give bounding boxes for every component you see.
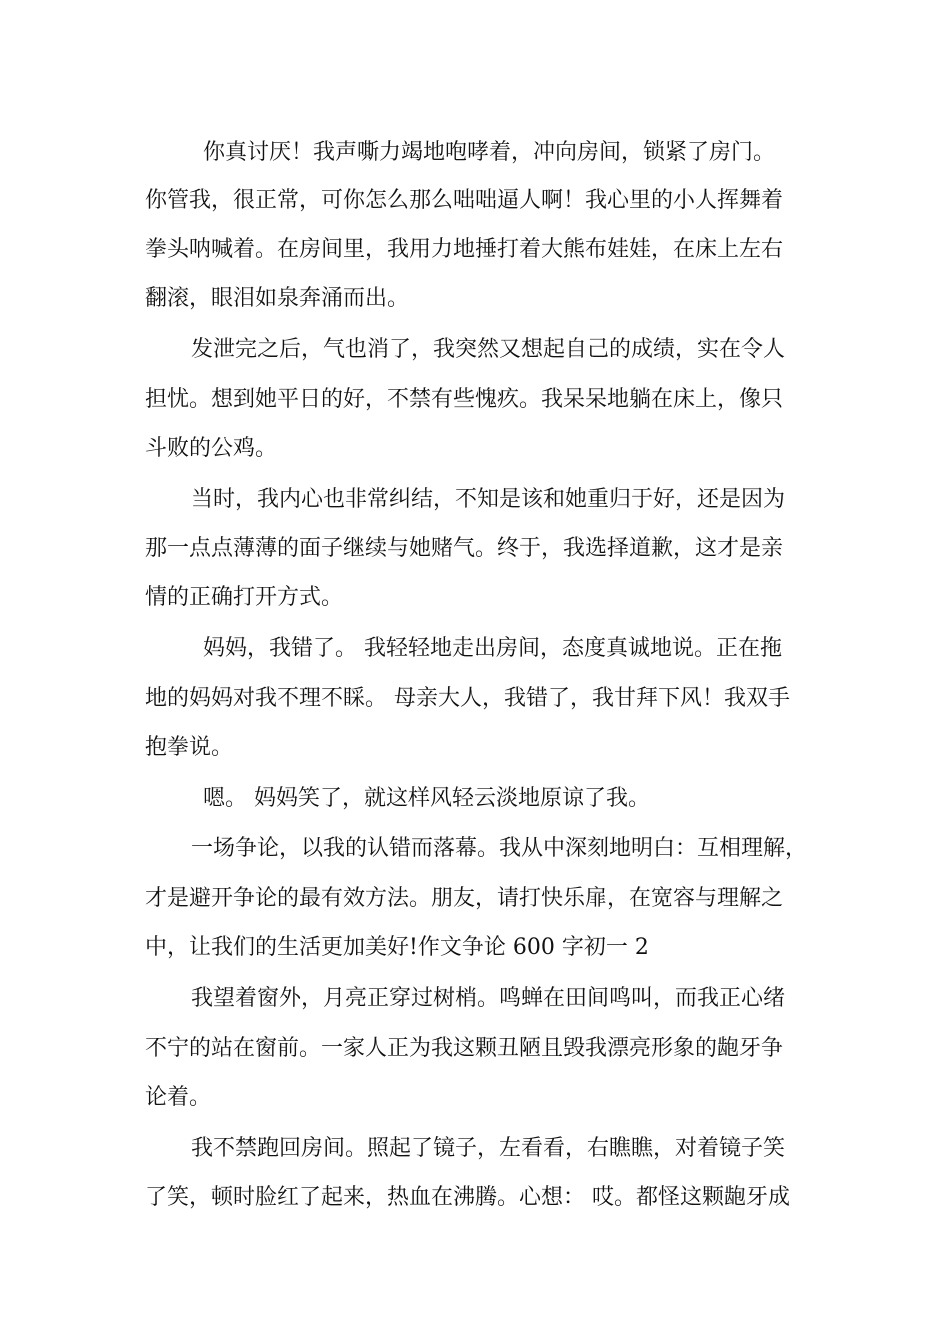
text-line: 抱拳说。: [145, 735, 234, 760]
text-line: 地的妈妈对我不理不睬。 母亲大人，我错了，我甘拜下风！我双手: [145, 686, 790, 711]
text-line: 中，让我们的生活更加美好!作文争论 600 字初一 2: [145, 935, 649, 960]
text-line: 才是避开争论的最有效方法。朋友，请打快乐扉，在宽容与理解之: [145, 886, 784, 911]
text-line: 担忧。想到她平日的好，不禁有些愧疚。我呆呆地躺在床上，像只: [145, 387, 784, 412]
text-line: 嗯。 妈妈笑了，就这样风轻云淡地原谅了我。: [203, 786, 650, 811]
text-line: 不宁的站在窗前。一家人正为我这颗丑陋且毁我漂亮形象的龅牙争: [145, 1036, 784, 1061]
text-line: 你真讨厌！我声嘶力竭地咆哮着，冲向房间，锁紧了房门。: [203, 140, 776, 165]
text-line: 你管我，很正常，可你怎么那么咄咄逼人啊！我心里的小人挥舞着: [145, 188, 784, 213]
text-line: 情的正确打开方式。: [145, 585, 344, 610]
text-line: 我望着窗外，月亮正穿过树梢。鸣蝉在田间鸣叫，而我正心绪: [191, 986, 786, 1011]
text-line: 妈妈，我错了。 我轻轻地走出房间，态度真诚地说。正在拖: [203, 636, 782, 661]
text-line: 我不禁跑回房间。照起了镜子，左看看，右瞧瞧，对着镜子笑: [191, 1136, 786, 1161]
text-line: 翻滚，眼泪如泉奔涌而出。: [145, 286, 410, 311]
text-line: 论着。: [145, 1085, 212, 1110]
text-line: 斗败的公鸡。: [145, 436, 278, 461]
text-line: 拳头呐喊着。在房间里，我用力地捶打着大熊布娃娃，在床上左右: [145, 237, 784, 262]
text-line: 那一点点薄薄的面子继续与她赌气。终于，我选择道歉，这才是亲: [145, 536, 784, 561]
text-line: 一场争论，以我的认错而落幕。我从中深刻地明白：互相理解，: [191, 836, 808, 861]
text-line: 了笑，顿时脸红了起来，热血在沸腾。心想： 哎。都怪这颗龅牙成: [145, 1185, 790, 1210]
text-line: 当时，我内心也非常纠结，不知是该和她重归于好，还是因为: [191, 487, 786, 512]
text-line: 发泄完之后，气也消了，我突然又想起自己的成绩，实在令人: [191, 337, 786, 362]
